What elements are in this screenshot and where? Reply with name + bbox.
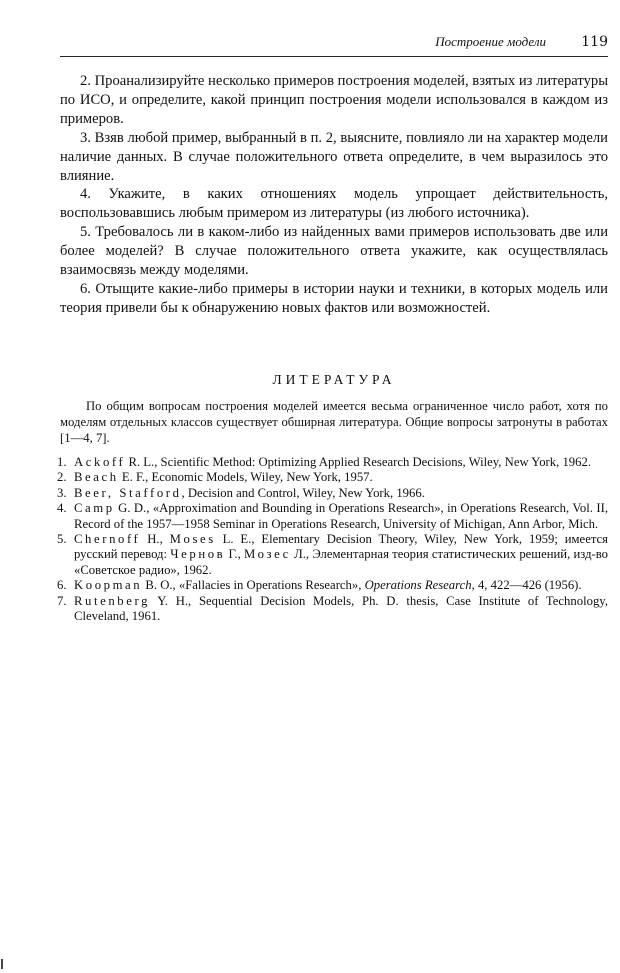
reference-number: 6. [57, 578, 67, 593]
reference-text: H., [140, 532, 170, 547]
reference-number: 5. [57, 532, 67, 547]
reference-author: Beach [74, 470, 119, 485]
reference-text: G. D., «Approximation and Bounding in Operations Research», in Operations Research, Vol. II, Record of the 1957—1958 Seminar in Operations Research, University of Michigan, Ann Arbor, Mich. [74, 501, 608, 531]
reference-number: 3. [57, 485, 67, 500]
reference-author: Camp [74, 501, 115, 516]
reference-text: Г., [225, 547, 244, 562]
reference-number: 1. [57, 455, 67, 469]
reference-author: Rutenberg [74, 593, 151, 608]
exercise-list [60, 72, 608, 318]
reference-1 [57, 455, 608, 470]
exercise-3: 3. Взяв любой пример, выбранный в п. 2, выясните, повлияло ли на характер модели наличие данных. В случае положительного ответа определите, в чем выразилось это влияние. [60, 129, 608, 184]
reference-journal: Operations Research [364, 578, 472, 593]
reference-text: Y. H., Sequential Decision Models, Ph. D. thesis, Case Institute of Technology, Cleveland, 1961. [74, 593, 608, 624]
reference-4 [57, 501, 608, 532]
reference-coauthor: Moses [169, 532, 216, 547]
reference-translator-author: Чернов [170, 547, 226, 562]
literature-intro: По общим вопросам построения моделей имеется весьма ограниченное число работ, хотя по моделям отдельных классов существует обширная литература. Общие вопросы затронуты в работах [1—4, 7]. [60, 399, 608, 446]
reference-number: 4. [57, 501, 67, 516]
reference-text: L. E., Elementary Decision Theory, Wiley, New York, 1959; имеется русский перевод: [74, 532, 608, 562]
reference-author: Beer, Stafford [74, 485, 182, 500]
exercise-2: 2. Проанализируйте несколько примеров построения моделей, взятых из литературы по ИСО, и определите, какой принцип построения модели использовался в каждом из примеров. [60, 73, 608, 127]
reference-text: , 4, 422—426 (1956). [471, 578, 582, 593]
literature-heading: ЛИТЕРАТУРА [272, 372, 396, 387]
reference-text: R. L., Scientific Method: Optimizing Applied Research Decisions, Wiley, New York, 1962. [125, 455, 592, 469]
reference-list [57, 455, 608, 624]
reference-6 [57, 578, 608, 593]
exercise-6: 6. Отыщите какие-либо примеры в истории науки и техники, в которых модель или теория привели бы к обнаружению новых фактов или возможностей. [60, 280, 608, 316]
reference-2 [57, 470, 608, 485]
reference-text: Л., Элементарная теория статистических решений, изд-во «Советское радио», 1962. [74, 547, 608, 577]
reference-text: B. O., «Fallacies in Operations Research», [142, 578, 365, 593]
reference-author: Koopman [74, 578, 143, 593]
scan-edge-mark [1, 959, 8, 969]
running-title: Построение модели [435, 34, 546, 49]
reference-author: Chernoff [74, 532, 141, 547]
reference-number: 2. [57, 470, 67, 485]
page-header [60, 34, 608, 57]
reference-3 [57, 485, 608, 501]
reference-text: E. F., Economic Models, Wiley, New York, 1957. [118, 470, 373, 485]
page-number: 119 [581, 34, 608, 50]
reference-author: Ackoff [74, 455, 126, 469]
exercise-5: 5. Требовалось ли в каком-либо из найденных вами примеров использовать две или более моделей? В случае положительного ответа укажите, как осуществлялась взаимосвязь между моделями. [60, 224, 608, 279]
reference-7 [57, 593, 608, 625]
reference-number: 7. [57, 593, 67, 608]
reference-text: , Decision and Control, Wiley, New York, 1966. [181, 485, 425, 500]
exercise-4: 4. Укажите, в каких отношениях модель упрощает действительность, воспользовавшись любым примером из литературы (из любого источника). [60, 186, 608, 222]
reference-translator-coauthor: Мозес [244, 547, 291, 562]
reference-5 [57, 532, 608, 578]
